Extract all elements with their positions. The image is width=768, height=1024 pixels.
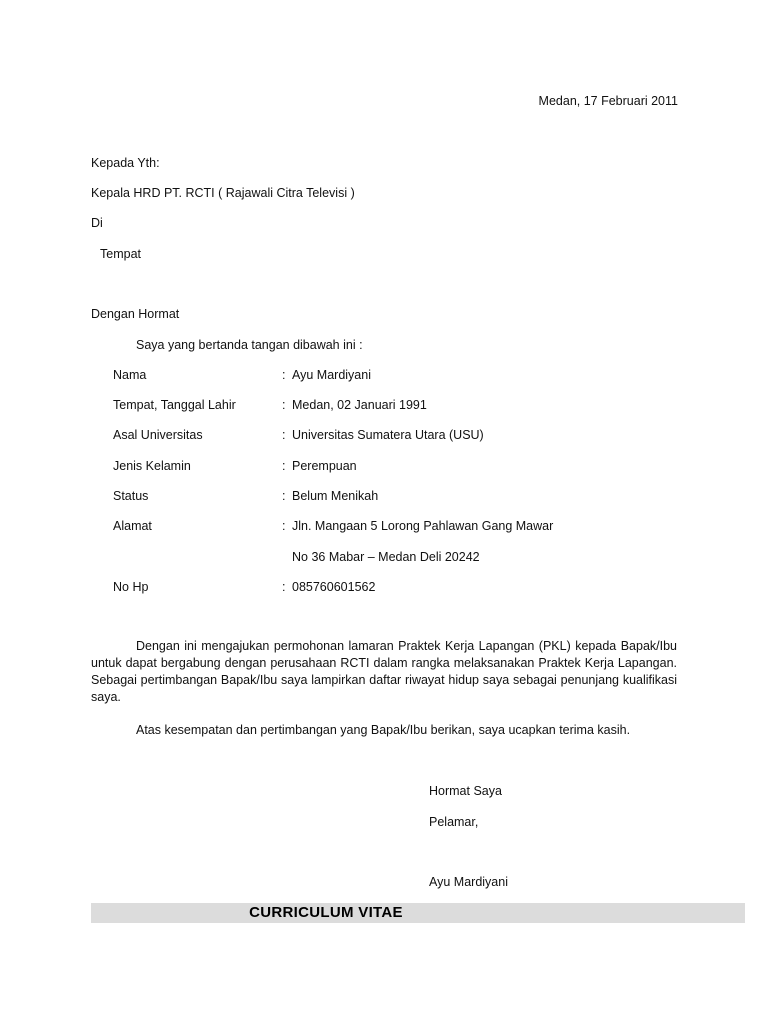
field-label-no-hp: No Hp xyxy=(113,580,149,594)
field-label-status: Status xyxy=(113,489,149,503)
recipient-di: Di xyxy=(91,216,103,230)
field-colon: : xyxy=(282,368,286,382)
closing-paragraph: Atas kesempatan dan pertimbangan yang Bapak/Ibu berikan, saya ucapkan terima kasih. xyxy=(136,723,631,737)
cv-title: CURRICULUM VITAE xyxy=(249,904,403,921)
field-colon: : xyxy=(282,428,286,442)
field-label-jenis-kelamin: Jenis Kelamin xyxy=(113,459,191,473)
letter-date: Medan, 17 Februari 2011 xyxy=(538,94,678,108)
field-value-jenis-kelamin: Perempuan xyxy=(292,459,357,473)
field-colon: : xyxy=(282,489,286,503)
recipient-place: Tempat xyxy=(100,247,141,261)
field-colon: : xyxy=(282,580,286,594)
recipient-greeting: Kepada Yth: xyxy=(91,156,160,170)
body-paragraph xyxy=(91,638,677,706)
field-value-no-hp: 085760601562 xyxy=(292,580,376,594)
field-value-status: Belum Menikah xyxy=(292,489,379,503)
field-label-universitas: Asal Universitas xyxy=(113,428,203,442)
field-value-alamat-line2: No 36 Mabar – Medan Deli 20242 xyxy=(292,550,480,564)
field-value-universitas: Universitas Sumatera Utara (USU) xyxy=(292,428,484,442)
field-colon: : xyxy=(282,459,286,473)
field-value-nama: Ayu Mardiyani xyxy=(292,368,371,382)
field-colon: : xyxy=(282,519,286,533)
signature-name: Ayu Mardiyani xyxy=(429,875,508,889)
recipient-position: Kepala HRD PT. RCTI ( Rajawali Citra Televisi ) xyxy=(91,186,355,200)
body-paragraph-text: Dengan ini mengajukan permohonan lamaran Praktek Kerja Lapangan (PKL) kepada Bapak/Ibu untuk dapat bergabung dengan perusahaan RCTI dalam rangka melaksanakan Praktek Kerja Lapangan. Sebagai pertimbangan Bapak/Ibu saya lampirkan daftar riwayat hidup saya sebagai penunjang kualifikasi saya. xyxy=(91,639,677,704)
salutation: Dengan Hormat xyxy=(91,307,180,321)
field-label-ttl: Tempat, Tanggal Lahir xyxy=(113,398,236,412)
field-colon: : xyxy=(282,398,286,412)
cv-header-bar xyxy=(91,903,745,923)
signature-role: Pelamar, xyxy=(429,815,479,829)
field-label-alamat: Alamat xyxy=(113,519,152,533)
field-value-ttl: Medan, 02 Januari 1991 xyxy=(292,398,427,412)
signature-closing: Hormat Saya xyxy=(429,784,502,798)
intro-text: Saya yang bertanda tangan dibawah ini : xyxy=(136,338,363,352)
field-value-alamat: Jln. Mangaan 5 Lorong Pahlawan Gang Mawar xyxy=(292,519,554,533)
field-label-nama: Nama xyxy=(113,368,147,382)
